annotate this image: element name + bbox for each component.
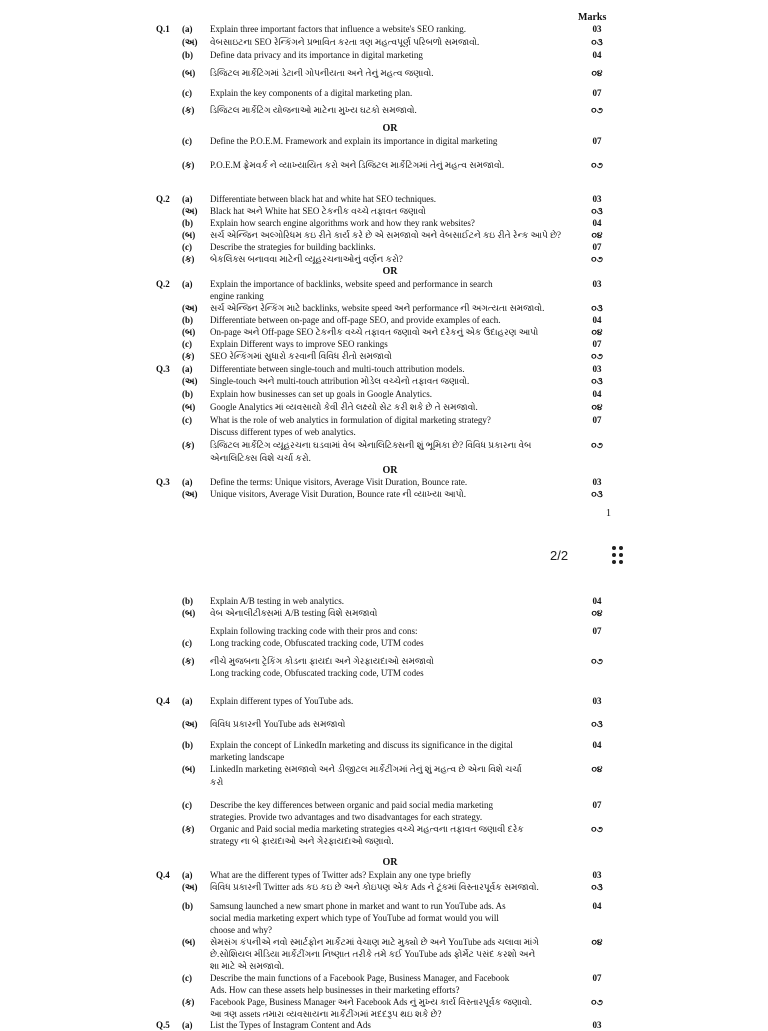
question-text: Samsung launched a new smart phone in market and want to run YouTube ads. As [210,901,506,911]
marks-value: ૦૪ [591,608,603,618]
question-line [0,870,768,881]
question-number: Q.2 [156,194,170,204]
sub-question-label: (ક) [182,105,195,115]
question-number: Q.1 [156,24,170,34]
question-line [0,50,768,61]
marks-value: 07 [592,626,602,636]
question-line [0,440,768,451]
marks-value: ૦૭ [591,254,603,264]
marks-value: 03 [592,870,602,880]
question-text: Explain three important factors that influence a website's SEO ranking. [210,24,467,34]
sub-question-label: (બ) [182,230,196,240]
question-text: એનાલિટિક્સ વિશે ચર્ચા કરો. [210,453,311,463]
question-text: Explain A/B testing in web analytics. [210,596,344,606]
question-text: વેબ એનાલીટીક્સમાં A/B testing વિશે સમજાવો [210,608,378,618]
page-number: 1 [606,508,611,519]
sub-question-label: (a) [182,870,193,880]
marks-value: 04 [592,596,602,606]
marks-value: ૦૪ [591,327,603,337]
question-text: choose and why? [210,925,272,935]
marks-value: ૦૭ [591,824,603,834]
question-text: Differentiate between single-touch and multi-touch attribution models. [210,364,465,374]
question-line [0,230,768,241]
marks-value: ૦૪ [591,230,603,240]
marks-value: 04 [592,901,602,911]
sub-question-label: (c) [182,339,192,349]
question-text: Explain different types of YouTube ads. [210,696,354,706]
marks-value: 03 [592,1020,602,1030]
question-text: Differentiate between black hat and white hat SEO techniques. [210,194,437,204]
question-text: What are the different types of Twitter ads? Explain any one type briefly [210,870,471,880]
question-text: Explain the key components of a digital marketing plan. [210,88,413,98]
marks-value: 07 [592,242,602,252]
sub-question-label: (a) [182,477,193,487]
sub-question-label: (ક) [182,656,195,666]
sub-question-label: (a) [182,24,193,34]
marks-value: 07 [592,800,602,810]
page-gap [0,530,768,590]
question-line [0,68,768,79]
marks-value: 07 [592,136,602,146]
marks-value: 07 [592,339,602,349]
question-text: Define the terms: Unique visitors, Average Visit Duration, Bounce rate. [210,477,468,487]
sub-question-label: (ક) [182,997,195,1007]
question-line [0,88,768,99]
question-text: ડિજિટલ માર્કેટિંગમાં ડેટાની ગોપનીયતા અને તેનું મહત્વ જણાવો. [210,68,434,78]
sub-question-label: (c) [182,136,192,146]
question-text: Define the P.O.E.M. Framework and explain its importance in digital marketing [210,136,498,146]
marks-value: 03 [592,24,602,34]
marks-value: ૦૭ [591,656,603,666]
question-number: Q.2 [156,279,170,289]
question-text: સર્ચ એન્જિન રેન્કિંગ માટે backlinks, website speed અને performance ની અગત્યતા સમજાવો. [210,303,545,313]
question-line [0,668,768,679]
question-text: Discuss different types of web analytics. [210,427,356,437]
question-line [0,254,768,265]
question-number: Q.4 [156,870,170,880]
question-line [0,160,768,171]
sub-question-label: (ક) [182,824,195,834]
marks-value: ૦૭ [591,105,603,115]
sub-question-label: (b) [182,315,193,325]
question-text: Ads. How can these assets help businesses in their marketing efforts? [210,985,460,995]
question-text: સર્ચ એન્જિન અલ્ગોરિધમ કઇ રીતે કાર્ય કરે છે એ સમજાવો અને વેબસાઈટને કઇ રીતે રેન્ક આપે છે? [210,230,562,240]
question-text: List the Types of Instagram Content and Ads [210,1020,371,1030]
question-line [0,489,768,500]
marks-value: 07 [592,415,602,425]
question-text: What is the role of web analytics in formulation of digital marketing strategy? [210,415,491,425]
question-text: P.O.E.M ફ્રેમવર્ક ને વ્યાખ્યાયિત કરો અને ડિજિટલ માર્કેટિંગમાં તેનું મહત્વ સમજાવો. [210,160,505,170]
sub-question-label: (અ) [182,206,198,216]
marks-value: ૦૩ [591,206,603,216]
question-line [0,315,768,326]
question-text: છે.સોશિયલ મીડિયા માર્કેટીંગના નિષ્ણાત તરીકે તમે કઈ YouTube ads ફોર્મેટ પસંદ કરશો અને [210,949,536,959]
question-line [0,937,768,948]
question-line [0,812,768,823]
question-line [0,206,768,217]
question-text: Describe the strategies for building backlinks. [210,242,376,252]
sub-question-label: (c) [182,242,192,252]
sub-question-label: (a) [182,1020,193,1030]
question-text: Long tracking code, Obfuscated tracking code, UTM codes [210,638,424,648]
question-number: Q.5 [156,1020,170,1030]
marks-value: 03 [592,477,602,487]
sub-question-label: (અ) [182,376,198,386]
question-line [0,136,768,147]
question-line [0,973,768,984]
question-text: વેબસાઇટના SEO રેન્કિંગને પ્રભાવિત કરતા ત્રણ મહત્વપૂર્ણ પરિબળો સમજાવો. [210,37,480,47]
question-text: strategies. Provide two advantages and two disadvantages for each strategy. [210,812,483,822]
marks-value: 04 [592,389,602,399]
question-line [0,949,768,960]
sub-question-label: (બ) [182,68,196,78]
question-line [0,836,768,847]
question-text: Explain how search engine algorithms work and how they rank websites? [210,218,475,228]
marks-value: ૦૩ [591,376,603,386]
marks-value: 03 [592,696,602,706]
marks-value: ૦૪ [591,764,603,774]
question-line [0,901,768,912]
marks-value: ૦૭ [591,351,603,361]
marks-column-header: Marks [578,12,607,23]
question-text: Single-touch અને multi-touch attribution મોડેલ વચ્ચેનો તફાવત જણાવો. [210,376,470,386]
question-line [0,1020,768,1031]
sub-question-label: (b) [182,596,193,606]
question-line [0,453,768,464]
sub-question-label: (અ) [182,489,198,499]
question-line [0,279,768,290]
sub-question-label: (ક) [182,440,195,450]
question-text: On-page અને Off-page SEO ટેકનીક વચ્ચે તફાવત જણાવો અને દરેકનું એક ઉદાહરણ આપો [210,327,539,337]
question-text: Unique visitors, Average Visit Duration, Bounce rate ની વ્યાખ્યા આપો. [210,489,466,499]
question-line [0,913,768,924]
question-line [0,37,768,48]
question-line [0,719,768,730]
sub-question-label: (c) [182,415,192,425]
question-text: Explain following tracking code with their pros and cons: [210,626,418,636]
question-text: કરો [210,777,224,787]
question-number: Q.4 [156,696,170,706]
or-separator: OR [382,465,398,476]
marks-value: ૦૪ [591,68,603,78]
sub-question-label: (a) [182,696,193,706]
question-line [0,194,768,205]
sub-question-label: (બ) [182,937,196,947]
question-line [0,364,768,375]
question-line [0,24,768,35]
question-line [0,608,768,619]
question-text: Describe the main functions of a Facebook Page, Business Manager, and Facebook [210,973,510,983]
sub-question-label: (બ) [182,764,196,774]
question-text: Explain the importance of backlinks, website speed and performance in search [210,279,493,289]
marks-value: 03 [592,364,602,374]
marks-value: ૦૭ [591,440,603,450]
question-text: SEO રેન્કિંગમાં સુધારો કરવાની વિવિધ રીતો સમજાવો [210,351,392,361]
marks-value: ૦૩ [591,882,603,892]
question-line [0,427,768,438]
question-text: Differentiate between on-page and off-page SEO, and provide examples of each. [210,315,501,325]
question-line [0,824,768,835]
question-text: બેકલિંક્સ બનાવવા માટેની વ્યૂહરચનાઓનું વર્ણન કરો? [210,254,403,264]
page-indicator: 2/2 [550,548,569,563]
sub-question-label: (c) [182,88,192,98]
marks-value: ૦૩ [591,489,603,499]
question-line [0,218,768,229]
question-line [0,1009,768,1020]
question-text: Black hat અને White hat SEO ટેકનીક વચ્ચે તફાવત જણાવો [210,206,426,216]
sub-question-label: (ક) [182,160,195,170]
question-line [0,596,768,607]
question-line [0,997,768,1008]
question-line [0,740,768,751]
marks-value: ૦૩ [591,719,603,729]
sub-question-label: (c) [182,638,192,648]
question-line [0,626,768,637]
question-text: social media marketing expert which type of YouTube ad format would you will [210,913,499,923]
question-line [0,291,768,302]
question-line [0,985,768,996]
question-text: strategy ના બે ફાયદાઓ અને ગેરફાયદાઓ જણાવો. [210,836,394,846]
question-text: Explain the concept of LinkedIn marketing and discuss its significance in the digital [210,740,513,750]
marks-value: ૦૪ [591,937,603,947]
question-text: Facebook Page, Business Manager અને Facebook Ads નું મુખ્ય કાર્ય વિસ્તારપૂર્વક જણાવો. [210,997,532,1007]
question-line [0,339,768,350]
sub-question-label: (બ) [182,608,196,618]
question-line [0,389,768,400]
question-text: ડિજિટલ માર્કેટિંગ વ્યૂહરચના ઘડવામાં વેબ એનાલિટિક્સની શું ભૂમિકા છે? વિવિધ પ્રકારના વેબ [210,440,532,450]
or-separator: OR [382,266,398,277]
sub-question-label: (ક) [182,254,195,264]
marks-value: 04 [592,218,602,228]
question-line [0,925,768,936]
question-text: વિવિધ પ્રકારની YouTube ads સમજાવો [210,719,346,729]
question-line [0,402,768,413]
question-line [0,351,768,362]
question-line [0,105,768,116]
question-line [0,242,768,253]
sub-question-label: (c) [182,800,192,810]
question-text: Explain how businesses can set up goals in Google Analytics. [210,389,432,399]
question-line [0,777,768,788]
marks-value: 07 [592,88,602,98]
marks-value: 07 [592,973,602,983]
grid-menu-icon[interactable] [612,546,626,566]
question-line [0,415,768,426]
question-line [0,303,768,314]
marks-value: 03 [592,279,602,289]
question-text: LinkedIn marketing સમજાવો અને ડીજીટલ માર્કેટીંગમાં તેનું શું મહત્વ છે એના વિશે ચર્ચા [210,764,522,774]
sub-question-label: (અ) [182,303,198,313]
sub-question-label: (a) [182,279,193,289]
sub-question-label: (બ) [182,327,196,337]
or-separator: OR [382,123,398,134]
question-line [0,752,768,763]
question-line [0,800,768,811]
question-line [0,638,768,649]
sub-question-label: (અ) [182,882,198,892]
question-text: નીચે મુજબના ટ્રેકિંગ કોડના ફાયદા અને ગેરફાયદાઓ સમજાવો [210,656,434,666]
question-text: સેમસંગ કંપનીએ નવો સ્માર્ટફોન માર્કેટમાં વેચાણ માટે મુક્યો છે અને YouTube ads ચલાવા માંગે [210,937,539,947]
sub-question-label: (અ) [182,37,198,47]
question-text: ડિજિટલ માર્કેટિંગ યોજનાઓ માટેના મુખ્ય ઘટકો સમજાવો. [210,105,417,115]
marks-value: ૦૪ [591,402,603,412]
question-text: આ ત્રણ assets તમારા વ્યવસાયના માર્કેટીંગમાં મદદરૂપ થઇ શકે છે? [210,1009,442,1019]
marks-value: ૦૭ [591,160,603,170]
question-text: marketing landscape [210,752,285,762]
marks-value: 04 [592,740,602,750]
sub-question-label: (b) [182,218,193,228]
sub-question-label: (a) [182,364,193,374]
sub-question-label: (બ) [182,402,196,412]
sub-question-label: (b) [182,389,193,399]
question-text: Organic and Paid social media marketing strategies વચ્ચે મહત્વના તફાવત જણાવી દરેક [210,824,524,834]
marks-value: ૦૩ [591,303,603,313]
question-text: શા માટે એ સમજાવો. [210,961,285,971]
question-line [0,656,768,667]
marks-value: ૦૭ [591,997,603,1007]
sub-question-label: (c) [182,973,192,983]
sub-question-label: (b) [182,901,193,911]
question-line [0,327,768,338]
marks-value: 03 [592,194,602,204]
question-line [0,882,768,893]
question-text: વિવિધ પ્રકારની Twitter ads કઇ કઇ છે અને કોઇપણ એક Ads ને ટૂંકમાં વિસ્તારપૂર્વક સમજાવો. [210,882,539,892]
question-text: Google Analytics માં વ્યવસાયો કેવી રીતે લક્ષ્યો સેટ કરી શકે છે તે સમજાવો. [210,402,478,412]
sub-question-label: (ક) [182,351,195,361]
question-number: Q.3 [156,364,170,374]
sub-question-label: (અ) [182,719,198,729]
or-separator: OR [382,857,398,868]
question-text: Describe the key differences between organic and paid social media marketing [210,800,494,810]
marks-value: 04 [592,315,602,325]
marks-value: ૦૩ [591,37,603,47]
question-line [0,376,768,387]
sub-question-label: (b) [182,740,193,750]
question-text: Define data privacy and its importance in digital marketing [210,50,423,60]
sub-question-label: (a) [182,194,193,204]
question-line [0,696,768,707]
question-line [0,764,768,775]
question-text: Explain Different ways to improve SEO rankings [210,339,388,349]
question-line [0,477,768,488]
question-text: Long tracking code, Obfuscated tracking code, UTM codes [210,668,424,678]
question-number: Q.3 [156,477,170,487]
question-text: engine ranking [210,291,264,301]
marks-value: 04 [592,50,602,60]
sub-question-label: (b) [182,50,193,60]
question-line [0,961,768,972]
